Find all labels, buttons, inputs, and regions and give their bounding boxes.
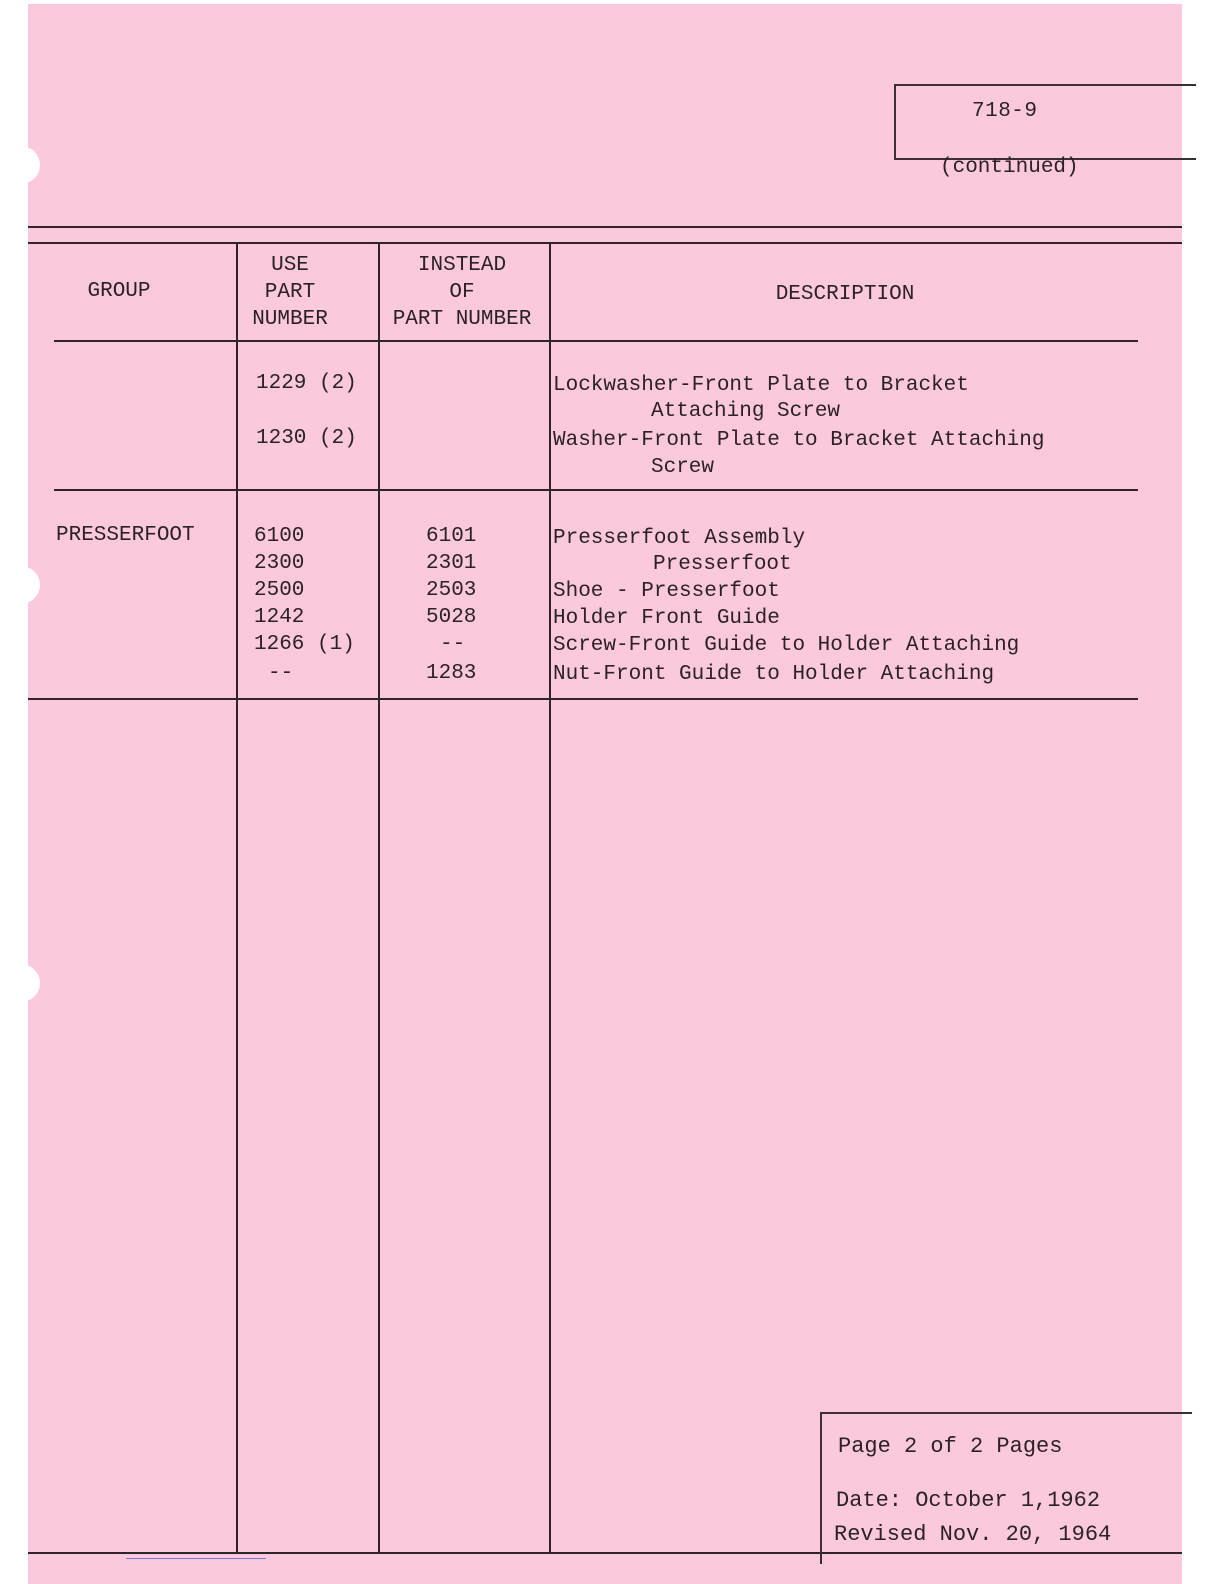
revision-date: Revised Nov. 20, 1964 [834,1522,1112,1547]
part-instead: 2503 [426,579,477,602]
table-top-rule [28,242,1182,244]
header-instead-of-part-number: INSTEAD OF PART NUMBER [392,254,532,331]
part-description: Holder Front Guide [553,607,780,630]
header-description: DESCRIPTION [775,283,915,306]
part-use: 1242 [254,606,305,629]
part-use: 1266 (1) [254,633,355,656]
document-sheet [28,4,1182,1584]
issue-date: Date: October 1,1962 [836,1488,1101,1513]
page-count: Page 2 of 2 Pages [838,1434,1063,1459]
part-description: Nut-Front Guide to Holder Attaching [553,663,995,686]
section2-bottom-rule [28,698,1138,700]
header-group: GROUP [87,280,151,303]
column-divider-group [236,242,238,1554]
part-description: Presserfoot [653,553,792,576]
column-divider-use [378,242,380,1554]
part-instead: 5028 [426,606,477,629]
part-instead: 2301 [426,552,477,575]
group-label-presserfoot: PRESSERFOOT [56,524,195,547]
part-instead: 1283 [426,662,477,685]
part-use: 2500 [254,579,305,602]
continued-label: (continued) [940,156,1079,179]
part-instead: -- [440,633,466,656]
scan-artifact-line [126,1558,266,1559]
part-description-continued: Attaching Screw [651,400,841,423]
document-number-box [894,84,1196,160]
part-use: 2300 [254,552,305,575]
part-instead: 6101 [426,525,477,548]
part-description: Shoe - Presserfoot [553,580,780,603]
part-use: 1229 (2) [256,372,357,395]
part-description: Lockwasher-Front Plate to Bracket [553,374,969,397]
part-use: 6100 [254,525,305,548]
part-use: -- [268,662,294,685]
part-description-continued: Screw [651,456,715,479]
part-description: Washer-Front Plate to Bracket Attaching [553,429,1045,452]
part-description: Presserfoot Assembly [553,527,806,550]
part-description: Screw-Front Guide to Holder Attaching [553,634,1020,657]
column-divider-instead [549,242,551,1554]
section1-bottom-rule [54,489,1138,491]
document-number: 718-9 [972,100,1038,123]
header-bottom-rule [54,340,1138,342]
part-use: 1230 (2) [256,427,357,450]
header-use-part-number: USE PART NUMBER [252,254,328,331]
top-rule [28,226,1182,228]
